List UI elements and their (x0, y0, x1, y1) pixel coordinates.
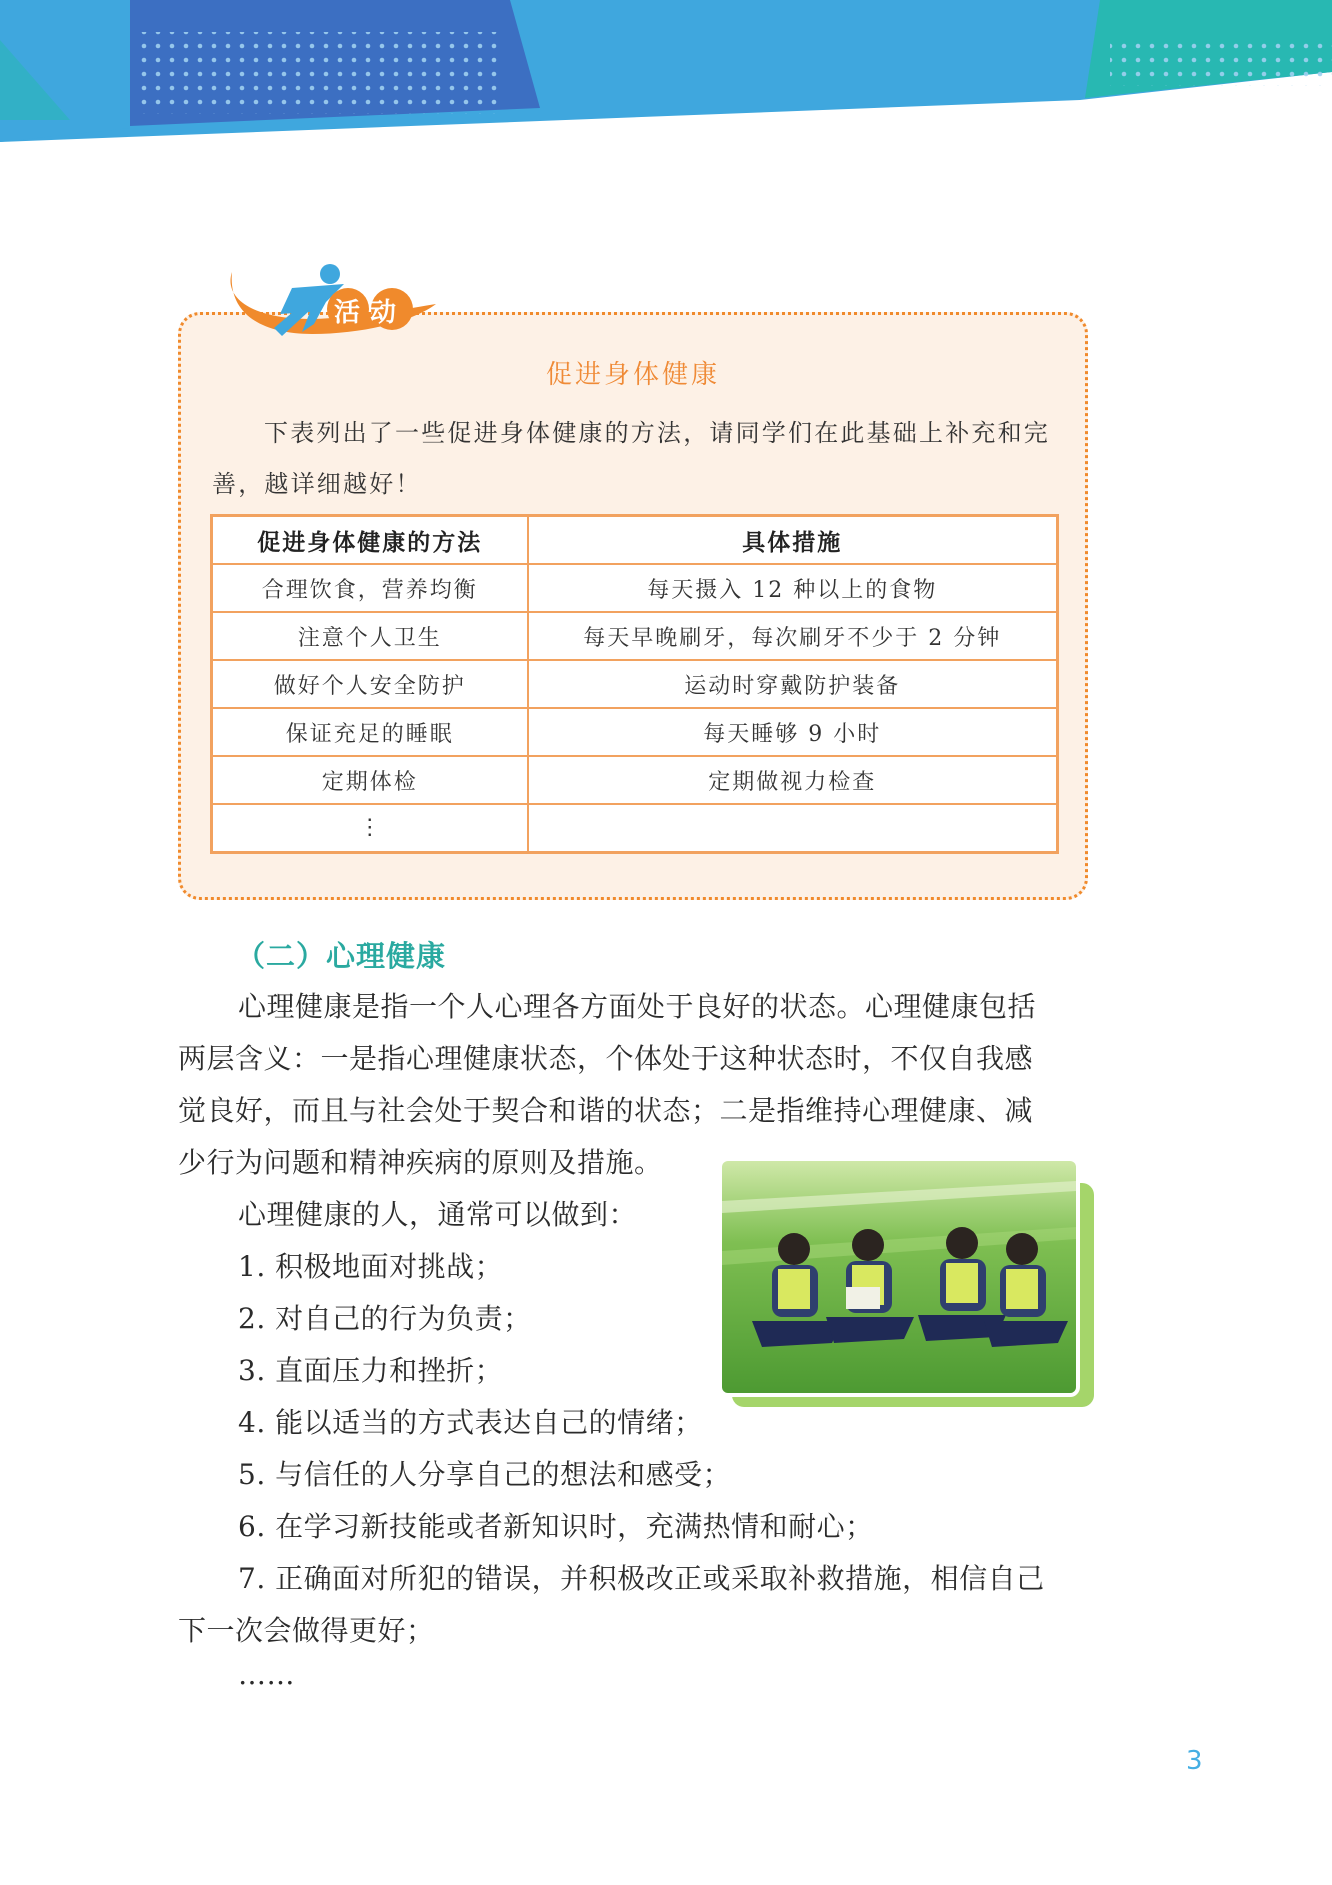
table-row (212, 804, 1058, 853)
table-header-cell: 促进身体健康的方法 (212, 516, 528, 565)
list-item: 5. 与信任的人分享自己的想法和感受； (238, 1458, 732, 1491)
table-header-cell: 具体措施 (528, 516, 1058, 565)
table-row (212, 660, 1058, 708)
header-banner (0, 0, 1332, 150)
body-text-line: 两层含义：一是指心理健康状态，个体处于这种状态时，不仅自我感 (178, 1042, 1034, 1075)
body-text-line: 觉良好，而且与社会处于契合和谐的状态；二是指维持心理健康、减 (178, 1094, 1034, 1127)
measure-cell: 运动时穿戴防护装备 (528, 660, 1058, 708)
activity-intro-line: 下表列出了一些促进身体健康的方法，请同学们在此基础上补充和完 (264, 419, 1050, 447)
ellipsis: …… (238, 1658, 295, 1691)
running-figure-icon (222, 262, 442, 352)
activity-badge-label: 活动 (334, 298, 407, 328)
method-cell: 注意个人卫生 (212, 612, 528, 660)
measure-cell: 定期做视力检查 (528, 756, 1058, 804)
section-heading: （二）心理健康 (236, 939, 447, 973)
method-cell: 做好个人安全防护 (212, 660, 528, 708)
method-cell: ⋮ (212, 804, 528, 853)
table-header-row (212, 516, 1058, 565)
list-item: 下一次会做得更好； (178, 1614, 435, 1647)
table-row (212, 756, 1058, 804)
health-methods-table (210, 514, 1059, 854)
measure-cell: 每天睡够 9 小时 (528, 708, 1058, 756)
list-item: 2. 对自己的行为负责； (238, 1302, 532, 1335)
body-text-line: 少行为问题和精神疾病的原则及措施。 (178, 1146, 663, 1179)
method-cell: 合理饮食，营养均衡 (212, 564, 528, 612)
list-item: 7. 正确面对所犯的错误，并积极改正或采取补救措施，相信自己 (238, 1562, 1045, 1595)
measure-cell: 每天摄入 12 种以上的食物 (528, 564, 1058, 612)
page-number: 3 (1186, 1746, 1203, 1776)
measure-cell (528, 804, 1058, 853)
body-text-line: 心理健康的人，通常可以做到： (238, 1198, 638, 1231)
table-row (212, 564, 1058, 612)
list-item: 4. 能以适当的方式表达自己的情绪； (238, 1406, 703, 1439)
activity-title: 促进身体健康 (545, 360, 720, 390)
body-text-line: 心理健康是指一个人心理各方面处于良好的状态。心理健康包括 (238, 990, 1037, 1023)
list-item: 1. 积极地面对挑战； (238, 1250, 504, 1283)
method-cell: 保证充足的睡眠 (212, 708, 528, 756)
activity-intro-line: 善，越详细越好！ (212, 470, 422, 498)
list-item: 6. 在学习新技能或者新知识时，充满热情和耐心； (238, 1510, 874, 1543)
table-row (212, 612, 1058, 660)
method-cell: 定期体检 (212, 756, 528, 804)
students-photo (718, 1157, 1080, 1397)
measure-cell: 每天早晚刷牙，每次刷牙不少于 2 分钟 (528, 612, 1058, 660)
table-row (212, 708, 1058, 756)
list-item: 3. 直面压力和挫折； (238, 1354, 504, 1387)
